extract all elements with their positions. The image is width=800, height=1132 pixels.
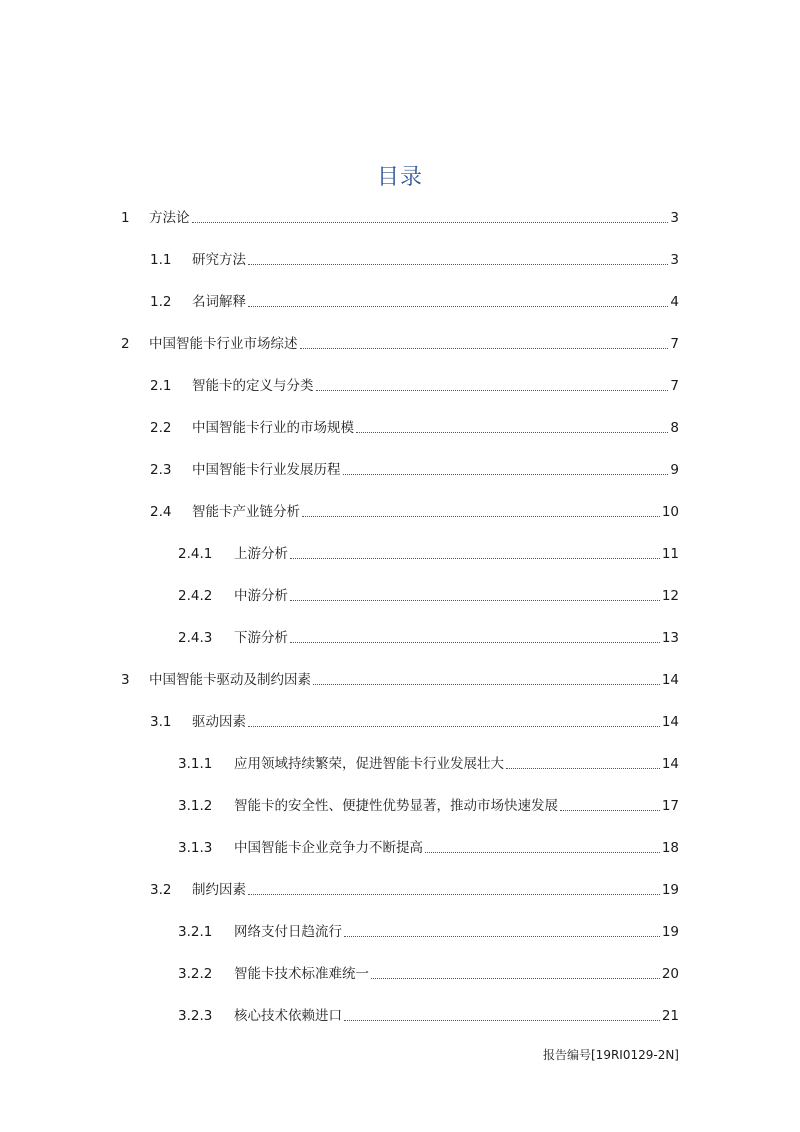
dot-leader [506, 768, 660, 769]
toc-number: 2.2 [150, 420, 172, 436]
toc-number: 2.4.3 [178, 630, 213, 646]
dot-leader [425, 852, 660, 853]
dot-leader [290, 642, 660, 643]
toc-number: 2.4.2 [178, 588, 213, 604]
toc-page: 19 [661, 924, 679, 940]
toc-entry[interactable] [150, 712, 679, 732]
toc-text: 中国智能卡企业竞争力不断提高 [234, 840, 423, 856]
toc-page: 11 [661, 546, 679, 562]
toc-page: 20 [661, 966, 679, 982]
toc-entry[interactable] [178, 754, 679, 774]
toc-entry[interactable] [178, 1006, 679, 1026]
dot-leader [356, 432, 668, 433]
toc-page: 4 [670, 294, 679, 310]
toc-number: 1 [121, 210, 130, 226]
report-number: 报告编号[19RI0129-2N] [543, 1048, 679, 1062]
dot-leader [248, 264, 668, 265]
toc-number: 3.2.3 [178, 1008, 213, 1024]
toc-text: 核心技术依赖进口 [234, 1008, 342, 1024]
toc-page: 3 [670, 210, 679, 226]
toc-page: 8 [670, 420, 679, 436]
toc-page: 14 [661, 672, 679, 688]
toc-number: 3 [121, 672, 130, 688]
toc-text: 中游分析 [234, 588, 288, 604]
toc-page: 21 [661, 1008, 679, 1024]
toc-title: 目录 [376, 165, 423, 190]
dot-leader [313, 684, 660, 685]
toc-entry[interactable] [178, 796, 679, 816]
toc-entry[interactable] [178, 544, 679, 564]
toc-entry[interactable] [150, 418, 679, 438]
toc-text: 智能卡的安全性、便捷性优势显著，推动市场快速发展 [234, 798, 558, 814]
toc-number: 2.4.1 [178, 546, 213, 562]
toc-entry[interactable] [121, 208, 679, 228]
toc-entry[interactable] [178, 964, 679, 984]
toc-number: 3.1.2 [178, 798, 213, 814]
dot-leader [343, 474, 669, 475]
toc-entry[interactable] [178, 922, 679, 942]
toc-entry[interactable] [178, 838, 679, 858]
toc-page: 19 [661, 882, 679, 898]
toc-number: 3.2.1 [178, 924, 213, 940]
dot-leader [344, 1020, 660, 1021]
toc-page: 7 [670, 336, 679, 352]
toc-text: 中国智能卡行业的市场规模 [192, 420, 354, 436]
toc-text: 方法论 [149, 210, 190, 226]
dot-leader [560, 810, 660, 811]
toc-text: 驱动因素 [192, 714, 246, 730]
toc-entry[interactable] [121, 670, 679, 690]
toc-text: 网络支付日趋流行 [234, 924, 342, 940]
dot-leader [248, 894, 660, 895]
toc-entry[interactable] [150, 250, 679, 270]
toc-text: 中国智能卡驱动及制约因素 [149, 672, 311, 688]
toc-text: 上游分析 [234, 546, 288, 562]
toc-number: 3.2 [150, 882, 172, 898]
dot-leader [344, 936, 660, 937]
dot-leader [300, 348, 669, 349]
toc-number: 3.2.2 [178, 966, 213, 982]
toc-text: 名词解释 [192, 294, 246, 310]
toc-text: 中国智能卡行业发展历程 [192, 462, 341, 478]
toc-text: 应用领域持续繁荣，促进智能卡行业发展壮大 [234, 756, 504, 772]
dot-leader [371, 978, 660, 979]
toc-page: 10 [661, 504, 679, 520]
toc-text: 智能卡产业链分析 [192, 504, 300, 520]
toc-page: 3 [670, 252, 679, 268]
toc-page: 18 [661, 840, 679, 856]
toc-number: 3.1 [150, 714, 172, 730]
dot-leader [248, 306, 668, 307]
dot-leader [302, 516, 660, 517]
toc-number: 2 [121, 336, 130, 352]
toc-text: 智能卡技术标准难统一 [234, 966, 369, 982]
toc-text: 中国智能卡行业市场综述 [149, 336, 298, 352]
toc-entry[interactable] [121, 334, 679, 354]
toc-number: 2.1 [150, 378, 172, 394]
toc-page: 12 [661, 588, 679, 604]
toc-page: 9 [670, 462, 679, 478]
toc-number: 1.2 [150, 294, 172, 310]
toc-page: 7 [670, 378, 679, 394]
toc-entry[interactable] [150, 292, 679, 312]
toc-text: 智能卡的定义与分类 [192, 378, 314, 394]
toc-text: 制约因素 [192, 882, 246, 898]
toc-number: 1.1 [150, 252, 172, 268]
dot-leader [248, 726, 660, 727]
toc-text: 研究方法 [192, 252, 246, 268]
toc-number: 3.1.1 [178, 756, 213, 772]
dot-leader [290, 558, 660, 559]
toc-entry[interactable] [150, 880, 679, 900]
toc-entry[interactable] [178, 628, 679, 648]
toc-text: 下游分析 [234, 630, 288, 646]
toc-number: 2.3 [150, 462, 172, 478]
dot-leader [192, 222, 669, 223]
toc-page: 17 [661, 798, 679, 814]
toc-entry[interactable] [150, 376, 679, 396]
toc-entry[interactable] [178, 586, 679, 606]
toc-page: 13 [661, 630, 679, 646]
toc-page: 14 [661, 714, 679, 730]
toc-page: 14 [661, 756, 679, 772]
toc-entry[interactable] [150, 502, 679, 522]
dot-leader [316, 390, 669, 391]
dot-leader [290, 600, 660, 601]
toc-number: 3.1.3 [178, 840, 213, 856]
toc-entry[interactable] [150, 460, 679, 480]
toc-number: 2.4 [150, 504, 172, 520]
